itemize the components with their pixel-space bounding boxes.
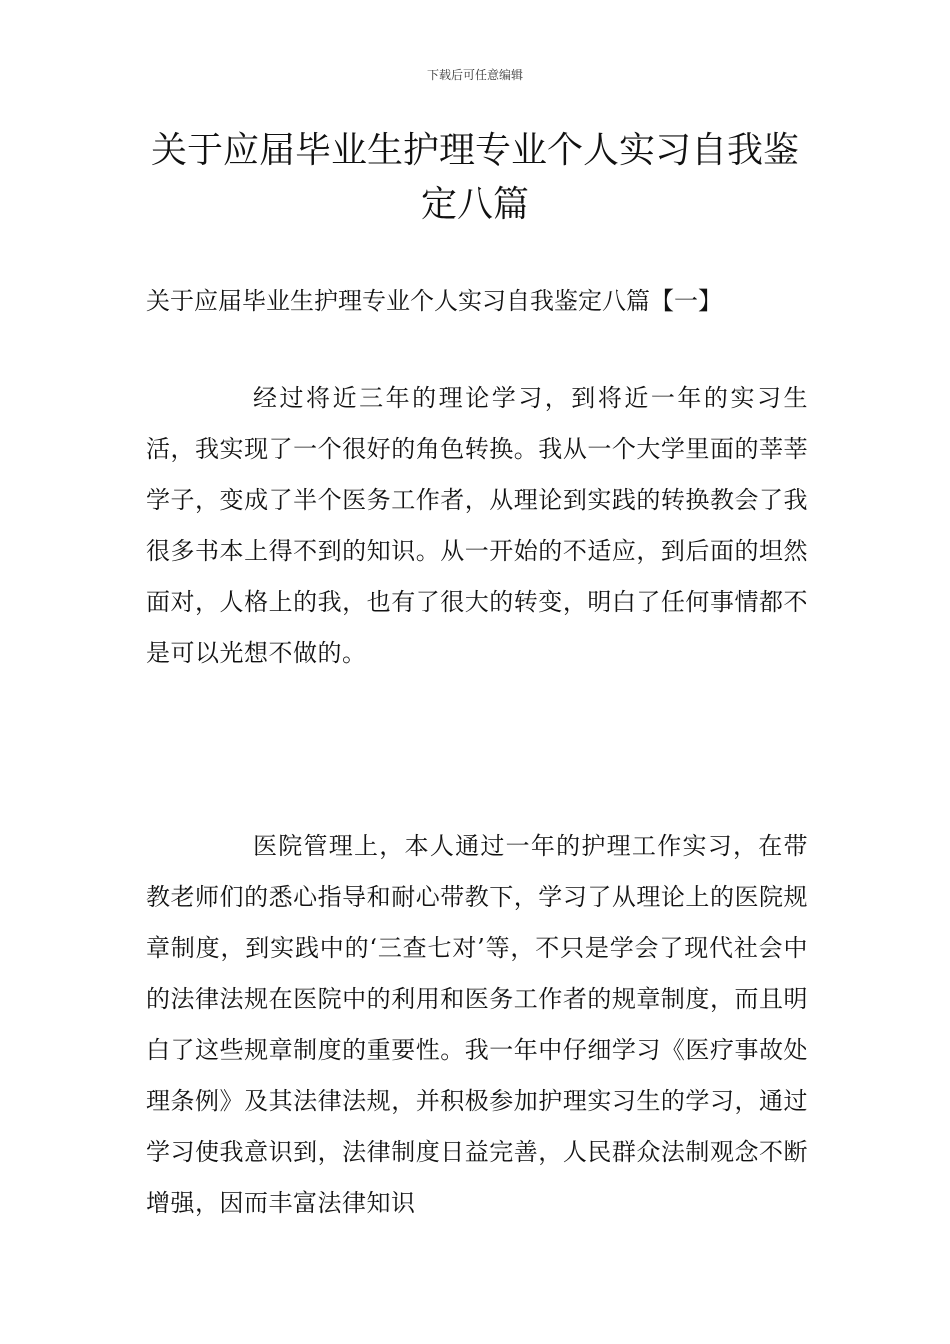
document-title: 关于应届毕业生护理专业个人实习自我鉴定八篇 [150, 130, 799, 225]
body-paragraph-1: 经过将近三年的理论学习，到将近一年的实习生活，我实现了一个很好的角色转换。我从一个大学里面的莘莘学子，变成了半个医务工作者，从理论到实践的转换教会了我很多书本上得不到的知识。从一开始的不适应，到后面的坦然面对，人格上的我，也有了很大的转变，明白了任何事情都不是可以光想不做的。 [146, 384, 808, 667]
body-paragraph-2: 医院管理上，本人通过一年的护理工作实习，在带教老师们的悉心指导和耐心带教下，学习了从理论上的医院规章制度，到实践中的‘三查七对’等，不只是学会了现代社会中的法律法规在医院中的利用和医务工作者的规章制度，而且明白了这些规章制度的重要性。我一年中仔细学习《医疗事故处理条例》及其法律法规，并积极参加护理实习生的学习，通过学习使我意识到，法律制度日益完善，人民群众法制观念不断增强，因而丰富法律知识 [146, 832, 808, 1217]
section-heading: 关于应届毕业生护理专业个人实习自我鉴定八篇【一】 [146, 287, 722, 315]
header-note: 下载后可任意编辑 [426, 68, 523, 82]
